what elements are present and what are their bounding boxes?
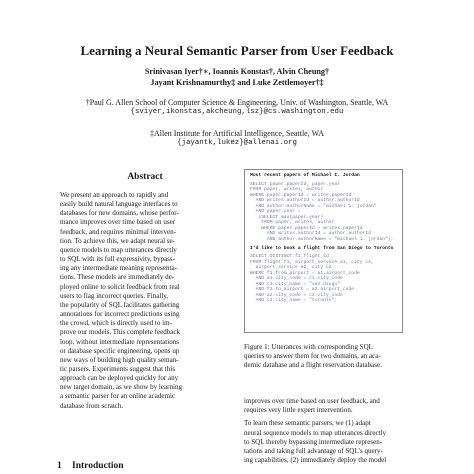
affiliation-2: ‡Allen Institute for Artificial Intelligence, Seattle, WA	[149, 129, 325, 138]
abstract-line: to SQL with its full expressivity, bypass-	[60, 255, 175, 264]
authors-line-1: Srinivasan Iyer†∗, Ioannis Konstas†, Alvin Cheung†	[144, 67, 330, 76]
caption-line: queries to answer them for two domains, an aca-	[244, 352, 381, 361]
abstract-line: ing any intermediate meaning representa-	[60, 264, 178, 273]
abstract-line: ployed online to solicit feedback from real	[60, 282, 180, 291]
abstract-line: users to flag incorrect queries. Finally,	[60, 291, 169, 300]
body-line: To learn these semantic parsers, we (1) adapt	[244, 419, 371, 428]
figure-1-caption	[244, 343, 432, 371]
abstract-line: databases for new domains, whose perfor-	[60, 209, 179, 218]
authors-line-2: Jayant Krishnamurthy‡ and Luke Zettlemoyer†‡	[150, 78, 324, 87]
caption-line: Figure 1: Utterances with corresponding SQL	[244, 343, 373, 351]
utterance-1: Most recent papers of Michael I. Jordan	[250, 173, 360, 178]
abstract-line: quence models to map utterances directly	[60, 245, 177, 254]
abstract-text	[60, 191, 230, 411]
sql-line: SELECT paper.paperId, paper.year	[250, 181, 341, 187]
sql-line: WHERE f1.from_airport = a1.airport_code	[250, 270, 360, 276]
section-heading	[57, 461, 124, 471]
sql-line: AND writes.authorId = author.authorId	[250, 231, 371, 237]
body-line: requires very little expert intervention.	[244, 406, 353, 415]
body-line: ing capabilities, (2) immediately deploy the model	[244, 456, 387, 465]
abstract-line: prove our models. This complete feedback	[60, 328, 181, 337]
section-title: Introduction	[72, 461, 124, 471]
abstract-heading: Abstract	[127, 172, 163, 182]
sql-line: SELECT DISTINCT f1.flight_id	[250, 254, 329, 260]
sql-line: AND a1.city_code = c1.city_code	[250, 276, 343, 282]
body-text	[244, 397, 432, 465]
sql-line: AND a2.city_code = c2.city_code	[250, 292, 343, 298]
abstract-line: tions. These models are immediately de-	[60, 273, 175, 282]
sql-line: AND paper.year =	[250, 209, 301, 215]
abstract-line: new ways of building high quality seman-	[60, 355, 179, 364]
affiliation-2-email: {jayantk,lukez}@allenai.org	[177, 139, 297, 147]
abstract-line: approach can be deployed quickly for any	[60, 374, 179, 383]
abstract-line: easily build natural language interfaces to	[60, 200, 178, 209]
body-line: tations and taking full advantage of SQL's query-	[244, 447, 383, 456]
sql-line: FROM flight f1, airport_service a1, city c1,	[250, 259, 374, 265]
sql-line: FROM paper, writes, author	[250, 220, 335, 226]
affiliation-1: †Paul G. Allen School of Computer Science & Engineering, Univ. of Washington, Seattle, WA	[85, 98, 389, 107]
abstract-line: mance improves over time based on user	[60, 218, 176, 227]
affiliation-1-email: {sviyer,ikonstas,akcheung,lsz}@cs.washington.edu	[130, 108, 344, 116]
figure-1-code	[250, 173, 393, 304]
sql-line: WHERE paper.paperId = writes.paperId	[250, 192, 352, 198]
abstract-line: the crowd, which is directly used to im-	[60, 319, 172, 328]
abstract-line: database from scratch.	[60, 401, 124, 410]
sql-line: AND f1.to_airport = a2.airport_code	[250, 287, 355, 293]
sql-line: AND c2.city_name = "toronto";	[250, 298, 338, 304]
abstract-line: tic parsers. Experiments suggest that this	[60, 364, 176, 373]
abstract-line: We present an approach to rapidly and	[60, 191, 169, 199]
abstract-line: or database specific engineering, opens up	[60, 346, 180, 355]
sql-line: AND c1.city_name = "san diego"	[250, 281, 341, 287]
sql-line: AND author.authorName = "michael i. jordan"	[250, 203, 377, 209]
figure-1-box	[244, 169, 403, 333]
abstract-line: annotations for incorrect predictions using	[60, 310, 180, 319]
sql-line: (SELECT max(paper.year)	[250, 214, 324, 220]
caption-line: demic database and a flight reservation database.	[244, 361, 382, 370]
body-line: to SQL thereby bypassing intermediate represen-	[244, 437, 383, 446]
utterance-2: I'd like to book a flight from San Diego to Toronto	[250, 245, 394, 251]
abstract-line: a semantic parser for an online academic	[60, 392, 176, 401]
sql-line: AND author.authorName = "michael i. jordan");	[250, 237, 394, 243]
abstract-line: feedback, and requires minimal interven-	[60, 227, 177, 236]
abstract-line: tion. To achieve this, we adapt neural se-	[60, 236, 176, 245]
abstract-line: new target domain, as we show by learning	[60, 383, 182, 392]
body-line: neural sequence models to map utterances directly	[244, 428, 387, 437]
abstract-line: the popularity of SQL facilitates gathering	[60, 300, 180, 309]
sql-line: AND writes.authorId = author.authorId	[250, 198, 360, 204]
abstract-line: loop, without intermediate representations	[60, 337, 179, 346]
sql-line: airport_service a2, city c2	[250, 265, 332, 271]
sql-line: WHERE paper.paperId = writes.paperId	[250, 225, 363, 231]
paper-title: Learning a Neural Semantic Parser from User Feedback	[80, 43, 394, 58]
section-number: 1	[57, 461, 62, 471]
body-line: improves over time based on user feedback, and	[244, 397, 380, 405]
sql-line: FROM paper, writes, author	[250, 187, 324, 193]
